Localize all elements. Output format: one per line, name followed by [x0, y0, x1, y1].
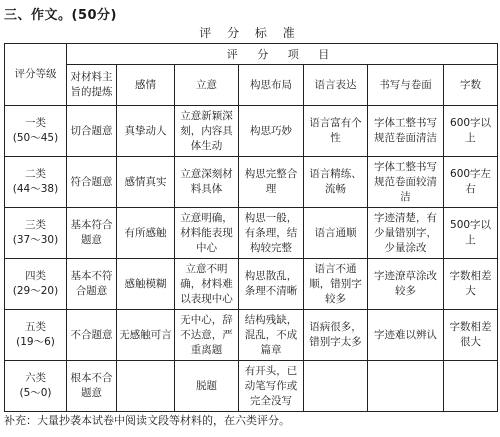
cell-structure: 构思巧妙: [239, 106, 304, 157]
cell-word-count: 600字以上: [444, 106, 498, 157]
cell-structure: 构思散乱，条理不清晰: [239, 259, 304, 310]
cell-language: 语言富有个性: [304, 106, 368, 157]
cell-language: 语病很多，错别字太多: [304, 310, 368, 361]
cell-emotion: 感情真实: [117, 157, 175, 208]
header-language: 语言表达: [304, 65, 368, 106]
cell-structure: 有开头，已动笔写作或完全没写: [239, 361, 304, 412]
cell-emotion: 无感触可言: [117, 310, 175, 361]
cell-emotion: [117, 361, 175, 412]
grade-cell: [5, 157, 67, 208]
cell-structure: 构思一般，有条理，结构较完整: [239, 208, 304, 259]
rubric-body: [5, 106, 498, 412]
cell-handwriting: 字迹难以辨认: [368, 310, 444, 361]
grade-score-range: (37～30): [12, 234, 59, 246]
header-intent: 立意: [175, 65, 239, 106]
grade-name: 五类: [25, 321, 46, 333]
header-material-theme: 对材料主旨的提炼: [67, 65, 117, 106]
header-word-count: 字数: [444, 65, 498, 106]
cell-intent: 立意深刻材料具体: [175, 157, 239, 208]
cell-material-theme: 基本符合题意: [67, 208, 117, 259]
grade-cell: [5, 361, 67, 412]
header-scoring-items: 评 分 项 目: [67, 44, 498, 65]
cell-intent: 立意明确，材料能表现中心: [175, 208, 239, 259]
header-grade-level: 评分等级: [5, 44, 67, 106]
grade-cell: [5, 259, 67, 310]
table-row: [5, 259, 498, 310]
grade-score-range: (5～0): [19, 387, 52, 399]
cell-word-count: 600字左右: [444, 157, 498, 208]
grade-name: 四类: [25, 270, 46, 282]
table-row: [5, 361, 498, 412]
cell-language: 语言精练、流畅: [304, 157, 368, 208]
cell-structure: 结构残缺，混乱，不成篇章: [239, 310, 304, 361]
cell-handwriting: [368, 361, 444, 412]
cell-word-count: 字数相差很大: [444, 310, 498, 361]
cell-handwriting: 字体工整书写规范卷面较清洁: [368, 157, 444, 208]
cell-intent: 无中心，辞不达意，严重离题: [175, 310, 239, 361]
grade-name: 一类: [25, 117, 46, 129]
cell-handwriting: 字体工整书写规范卷面清洁: [368, 106, 444, 157]
cell-intent: 立意不明确，材料难以表现中心: [175, 259, 239, 310]
cell-structure: 构思完整合理: [239, 157, 304, 208]
footnote: 补充：大量抄袭本试卷中阅读文段等材料的，在六类评分。: [4, 414, 290, 427]
grading-rubric-table: [4, 43, 498, 412]
header-handwriting: 书写与卷面: [368, 65, 444, 106]
cell-emotion: 有所感触: [117, 208, 175, 259]
table-row: [5, 157, 498, 208]
table-row: [5, 106, 498, 157]
cell-material-theme: 根本不合题意: [67, 361, 117, 412]
cell-handwriting: 字迹潦草涂改较多: [368, 259, 444, 310]
section-heading: 三、作文。(50分): [4, 8, 117, 23]
cell-emotion: 真挚动人: [117, 106, 175, 157]
cell-material-theme: 切合题意: [67, 106, 117, 157]
cell-material-theme: 符合题意: [67, 157, 117, 208]
grade-name: 三类: [25, 219, 46, 231]
header-structure: 构思布局: [239, 65, 304, 106]
grade-cell: [5, 208, 67, 259]
cell-handwriting: 字迹清楚，有少量错别字，少量涂改: [368, 208, 444, 259]
grade-score-range: (29～20): [12, 285, 59, 297]
grade-cell: [5, 310, 67, 361]
cell-word-count: 500字以上: [444, 208, 498, 259]
cell-language: [304, 361, 368, 412]
grade-name: 六类: [25, 372, 46, 384]
cell-material-theme: 不合题意: [67, 310, 117, 361]
cell-language: 语言通顺: [304, 208, 368, 259]
header-row-1: [5, 44, 498, 65]
cell-intent: 立意新颖深刻，内容具体生动: [175, 106, 239, 157]
grade-score-range: (50～45): [12, 132, 59, 144]
cell-word-count: 字数相差大: [444, 259, 498, 310]
cell-language: 语言不通顺，错别字较多: [304, 259, 368, 310]
grade-name: 二类: [25, 168, 46, 180]
table-title: 评 分 标 准: [199, 26, 301, 40]
table-row: [5, 208, 498, 259]
grade-score-range: (19～6): [16, 336, 55, 348]
table-row: [5, 310, 498, 361]
grade-score-range: (44～38): [12, 183, 59, 195]
header-emotion: 感情: [117, 65, 175, 106]
cell-word-count: [444, 361, 498, 412]
grade-cell: [5, 106, 67, 157]
cell-material-theme: 基本不符合题意: [67, 259, 117, 310]
cell-emotion: 感触模糊: [117, 259, 175, 310]
cell-intent: 脱题: [175, 361, 239, 412]
header-row-2: [5, 65, 498, 106]
